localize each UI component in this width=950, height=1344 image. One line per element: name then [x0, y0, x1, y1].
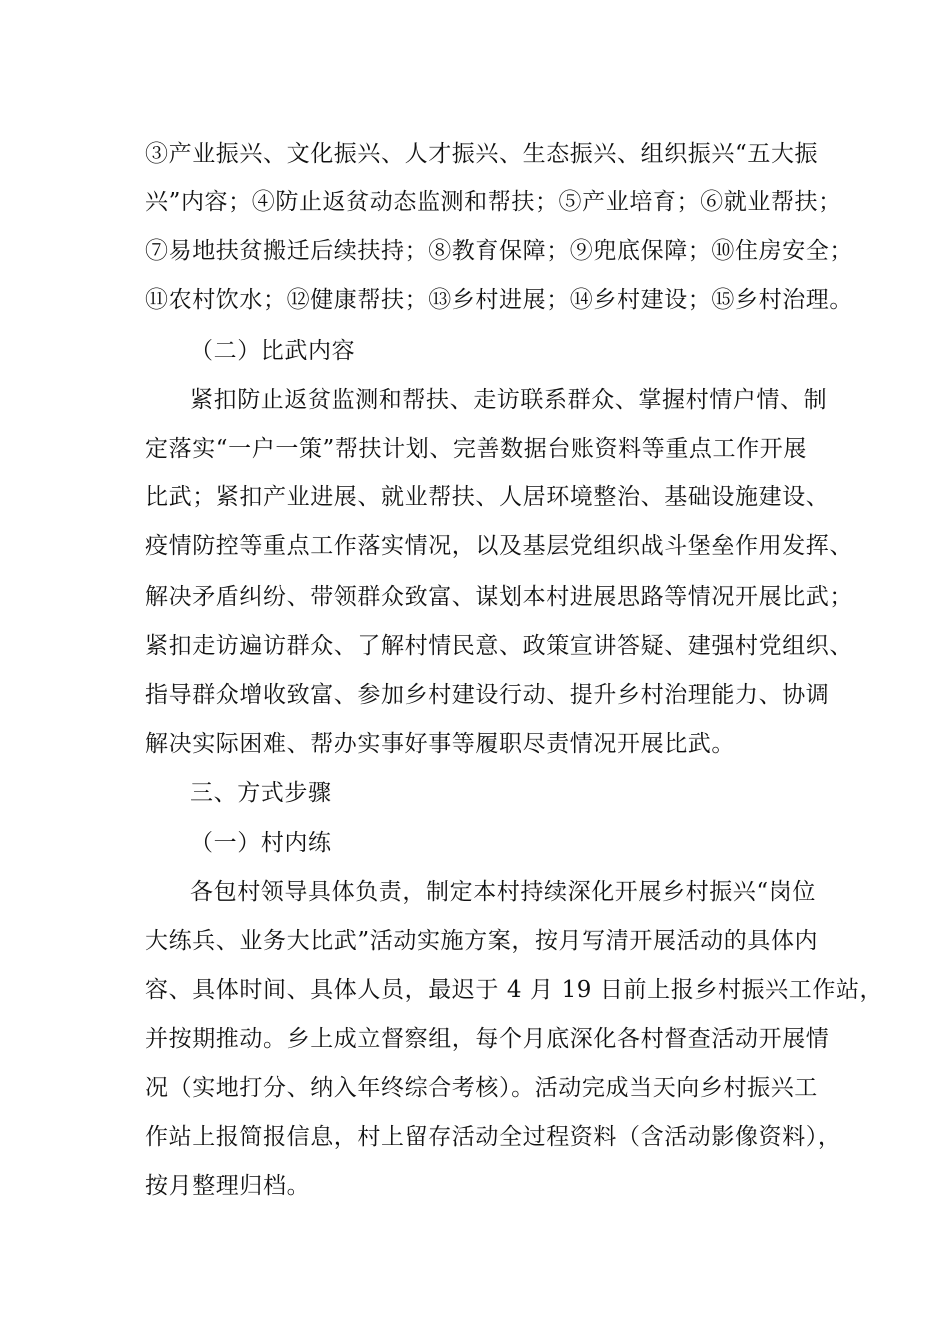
text-line: 解决实际困难、帮办实事好事等履职尽责情况开展比武。 — [145, 731, 735, 757]
subsection-heading: （一）村内练 — [190, 830, 332, 856]
text-line: 容、具体时间、具体人员，最迟于 4 月 19 日前上报乡村振兴工作站， — [145, 977, 884, 1003]
text-line: 作站上报简报信息，村上留存活动全过程资料（含活动影像资料）， — [145, 1124, 842, 1150]
text-line: 按月整理归档。 — [145, 1173, 311, 1199]
text-line: 比武；紧扣产业进展、就业帮扶、人居环境整治、基础设施建设、 — [145, 484, 830, 510]
text-line: 大练兵、业务大比武”活动实施方案，按月写清开展活动的具体内 — [145, 928, 819, 954]
paragraph-first-line: 紧扣防止返贫监测和帮扶、走访联系群众、掌握村情户情、制 — [190, 387, 828, 413]
text-line: 并按期推动。乡上成立督察组，每个月底深化各村督查活动开展情 — [145, 1026, 830, 1052]
text-line: ⑪农村饮水；⑫健康帮扶；⑬乡村进展；⑭乡村建设；⑮乡村治理。 — [145, 287, 853, 313]
section-heading: （二）比武内容 — [190, 338, 356, 364]
text-line: 兴”内容；④防止返贫动态监测和帮扶；⑤产业培育；⑥就业帮扶； — [145, 189, 842, 215]
text-line: 况（实地打分、纳入年终综合考核）。活动完成当天向乡村振兴工 — [145, 1075, 818, 1101]
section-heading: 三、方式步骤 — [190, 780, 332, 806]
text-line: 定落实“一户一策”帮扶计划、完善数据台账资料等重点工作开展 — [145, 436, 807, 462]
text-line: 解决矛盾纠纷、带领群众致富、谋划本村进展思路等情况开展比武； — [145, 584, 853, 610]
text-line: 疫情防控等重点工作落实情况，以及基层党组织战斗堡垒作用发挥、 — [145, 533, 853, 559]
text-line: 指导群众增收致富、参加乡村建设行动、提升乡村治理能力、协调 — [145, 682, 830, 708]
paragraph-first-line: 各包村领导具体负责，制定本村持续深化开展乡村振兴“岗位 — [190, 879, 816, 905]
text-line: 紧扣走访遍访群众、了解村情民意、政策宣讲答疑、建强村党组织、 — [145, 633, 853, 659]
text-line: ⑦易地扶贫搬迁后续扶持；⑧教育保障；⑨兜底保障；⑩住房安全； — [145, 238, 853, 264]
text-line: ③产业振兴、文化振兴、人才振兴、生态振兴、组织振兴“五大振 — [145, 141, 819, 167]
